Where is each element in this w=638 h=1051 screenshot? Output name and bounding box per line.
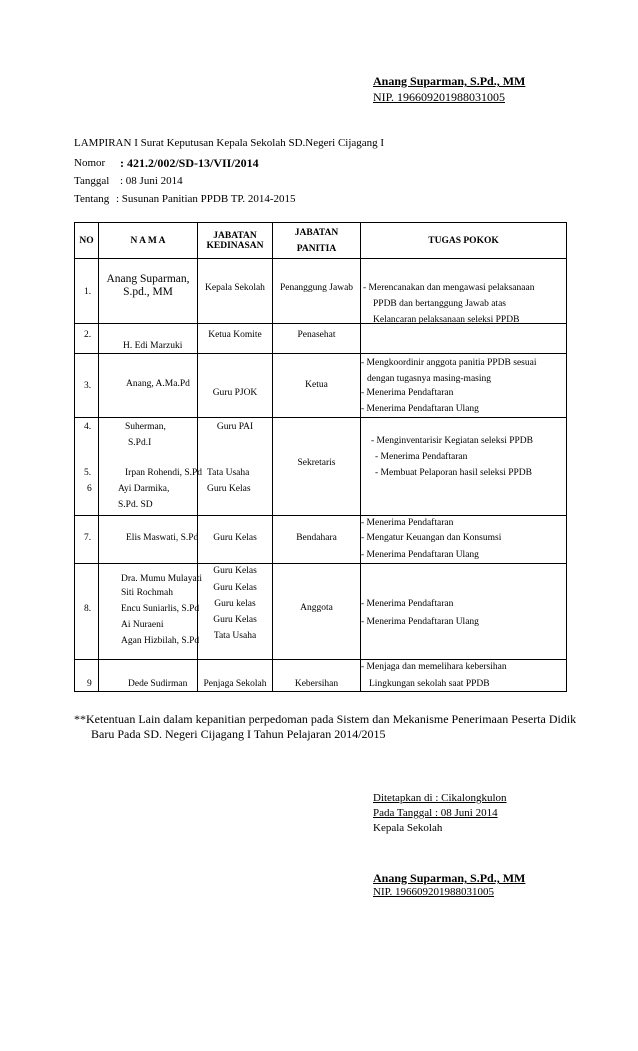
nomor-label: Nomor (74, 157, 106, 169)
row2-nama: H. Edi Marzuki (123, 341, 183, 351)
row1-kedinasan: Kepala Sekolah (205, 283, 265, 293)
tentang-value: : Susunan Panitian PPDB TP. 2014-2015 (116, 193, 296, 205)
table-row (75, 354, 567, 418)
tentang-label: Tentang (74, 193, 110, 205)
table-row (75, 324, 567, 354)
row8-no: 8. (84, 604, 92, 614)
row1-tugas-2: PPDB dan bertanggung Jawab atas (373, 299, 506, 309)
row2-no: 2. (84, 330, 92, 340)
header-tugas-pokok: TUGAS POKOK (361, 223, 567, 259)
row3-nama: Anang, A.Ma.Pd (126, 379, 190, 389)
kepala-sekolah: Kepala Sekolah (373, 822, 443, 834)
pada-tanggal: Pada Tanggal : 08 Juni 2014 (373, 807, 498, 819)
table-row (75, 564, 567, 660)
header-jabatan-kedinasan-2: KEDINASAN (206, 240, 264, 251)
row5-nama: Irpan Rohendi, S.Pd (125, 468, 203, 478)
table-header-row (75, 223, 567, 259)
header-jabatan-kedinasan-1: JABATAN (213, 230, 257, 241)
nomor-value: : 421.2/002/SD-13/VII/2014 (120, 156, 259, 170)
row9-nama: Dede Sudirman (128, 679, 188, 689)
row7-tugas-1: - Menerima Pendaftaran (361, 518, 454, 528)
row1-nama-2: S.pd., MM (123, 286, 173, 298)
table-row (75, 660, 567, 692)
row4-no: 4. (84, 422, 92, 432)
row8-nama-5: Agan Hizbilah, S.Pd (121, 636, 200, 646)
row9-panitia: Kebersihan (294, 679, 339, 689)
header-jabatan-kedinasan (198, 223, 273, 259)
row5-kedinasan: Tata Usaha (207, 468, 250, 478)
row1-panitia: Penanggung Jawab (279, 283, 354, 293)
row3-tugas-4: - Menerima Pendaftaran Ulang (361, 404, 479, 414)
row8-nama-4: Ai Nuraeni (121, 620, 164, 630)
row7-kedinasan: Guru Kelas (213, 533, 257, 543)
header-jabatan-panitia-2: PANITIA (296, 243, 337, 254)
ditetapkan-di: Ditetapkan di : Cikalongkulon (373, 792, 507, 804)
row2-kedinasan: Ketua Komite (208, 330, 262, 340)
row3-no: 3. (84, 381, 92, 391)
top-signature-nip: NIP. 196609201988031005 (373, 90, 506, 104)
row7-panitia: Bendahara (296, 533, 337, 543)
header-jabatan-panitia-1: JABATAN (294, 227, 339, 238)
row3-tugas-2: dengan tugasnya masing-masing (367, 374, 492, 384)
row9-kedinasan: Penjaga Sekolah (203, 679, 267, 689)
row8-kedinasan-3: Guru kelas (214, 599, 256, 609)
row4-nama-2: S.Pd.I (128, 438, 152, 448)
row8-kedinasan-2: Guru Kelas (213, 583, 257, 593)
table-row (75, 259, 567, 324)
row9-tugas-2: Lingkungan sekolah saat PPDB (369, 679, 490, 689)
row4-nama-1: Suherman, (125, 422, 166, 432)
row6-nama-1: Ayi Darmika, (118, 484, 170, 494)
row4-tugas-3: - Membuat Pelaporan hasil seleksi PPDB (375, 468, 532, 478)
row5-no: 5. (84, 468, 92, 478)
note-line-1: **Ketentuan Lain dalam kepanitian perpedoman pada Sistem dan Mekanisme Penerimaan Peserta Didik (74, 712, 577, 726)
row8-nama-2: Siti Rochmah (121, 588, 173, 598)
row3-kedinasan: Guru PJOK (212, 388, 258, 398)
footer-signature-name: Anang Suparman, S.Pd., MM (373, 871, 526, 885)
row8-nama-3: Encu Suniarlis, S.Pd (121, 604, 200, 614)
row8-tugas-2: - Menerima Pendaftaran Ulang (361, 617, 479, 627)
table-row (75, 516, 567, 564)
row1-tugas-3: Kelancaran pelaksanaan seleksi PPDB (373, 315, 520, 325)
footer-signature-nip: NIP. 196609201988031005 (373, 886, 495, 898)
row7-tugas-2: - Mengatur Keuangan dan Konsumsi (361, 533, 502, 543)
row7-tugas-3: - Menerima Pendaftaran Ulang (361, 550, 479, 560)
row8-panitia: Anggota (300, 603, 333, 613)
row6-nama-2: S.Pd. SD (118, 500, 153, 510)
tanggal-value: : 08 Juni 2014 (120, 175, 183, 187)
row1-no: 1. (84, 287, 92, 297)
row1-nama-1: Anang Suparman, (106, 273, 190, 285)
row3-tugas-1: - Mengkoordinir anggota panitia PPDB sesuai (361, 358, 537, 368)
lampiran-line: LAMPIRAN I Surat Keputusan Kepala Sekolah SD.Negeri Cijagang I (74, 137, 385, 149)
panitia-table (74, 222, 567, 692)
row8-kedinasan-4: Guru Kelas (213, 615, 257, 625)
row4-kedinasan: Guru PAI (216, 422, 254, 432)
row7-nama: Elis Maswati, S.Pd (126, 533, 199, 543)
note-line-2: Baru Pada SD. Negeri Cijagang I Tahun Pelajaran 2014/2015 (91, 727, 386, 741)
row8-nama-1: Dra. Mumu Mulayati (121, 574, 203, 584)
row3-tugas-3: - Menerima Pendaftaran (361, 388, 454, 398)
row1-nama (99, 273, 197, 299)
table-row (75, 418, 567, 516)
tanggal-label: Tanggal (74, 175, 110, 187)
row2-panitia: Penasehat (297, 330, 336, 340)
row4-tugas-2: - Menerima Pendaftaran (375, 452, 468, 462)
row9-tugas-1: - Menjaga dan memelihara kebersihan (361, 662, 507, 672)
row4-tugas-1: - Menginventarisir Kegiatan seleksi PPDB (371, 436, 534, 446)
row8-kedinasan-1: Guru Kelas (213, 566, 257, 576)
row9-no: 9 (87, 679, 92, 689)
row7-no: 7. (84, 533, 92, 543)
row6-kedinasan: Guru Kelas (207, 484, 251, 494)
header-no: NO (75, 223, 99, 259)
header-nama: N A M A (99, 223, 198, 259)
top-signature-name: Anang Suparman, S.Pd., MM (373, 74, 526, 88)
row8-tugas-1: - Menerima Pendaftaran (361, 599, 454, 609)
row6-no: 6 (87, 484, 92, 494)
row8-kedinasan-5: Tata Usaha (213, 631, 257, 641)
row3-panitia: Ketua (305, 380, 328, 390)
row4-panitia: Sekretaris (297, 458, 336, 468)
row1-tugas-1: - Merencanakan dan mengawasi pelaksanaan (363, 283, 535, 293)
header-jabatan-panitia (273, 223, 361, 259)
